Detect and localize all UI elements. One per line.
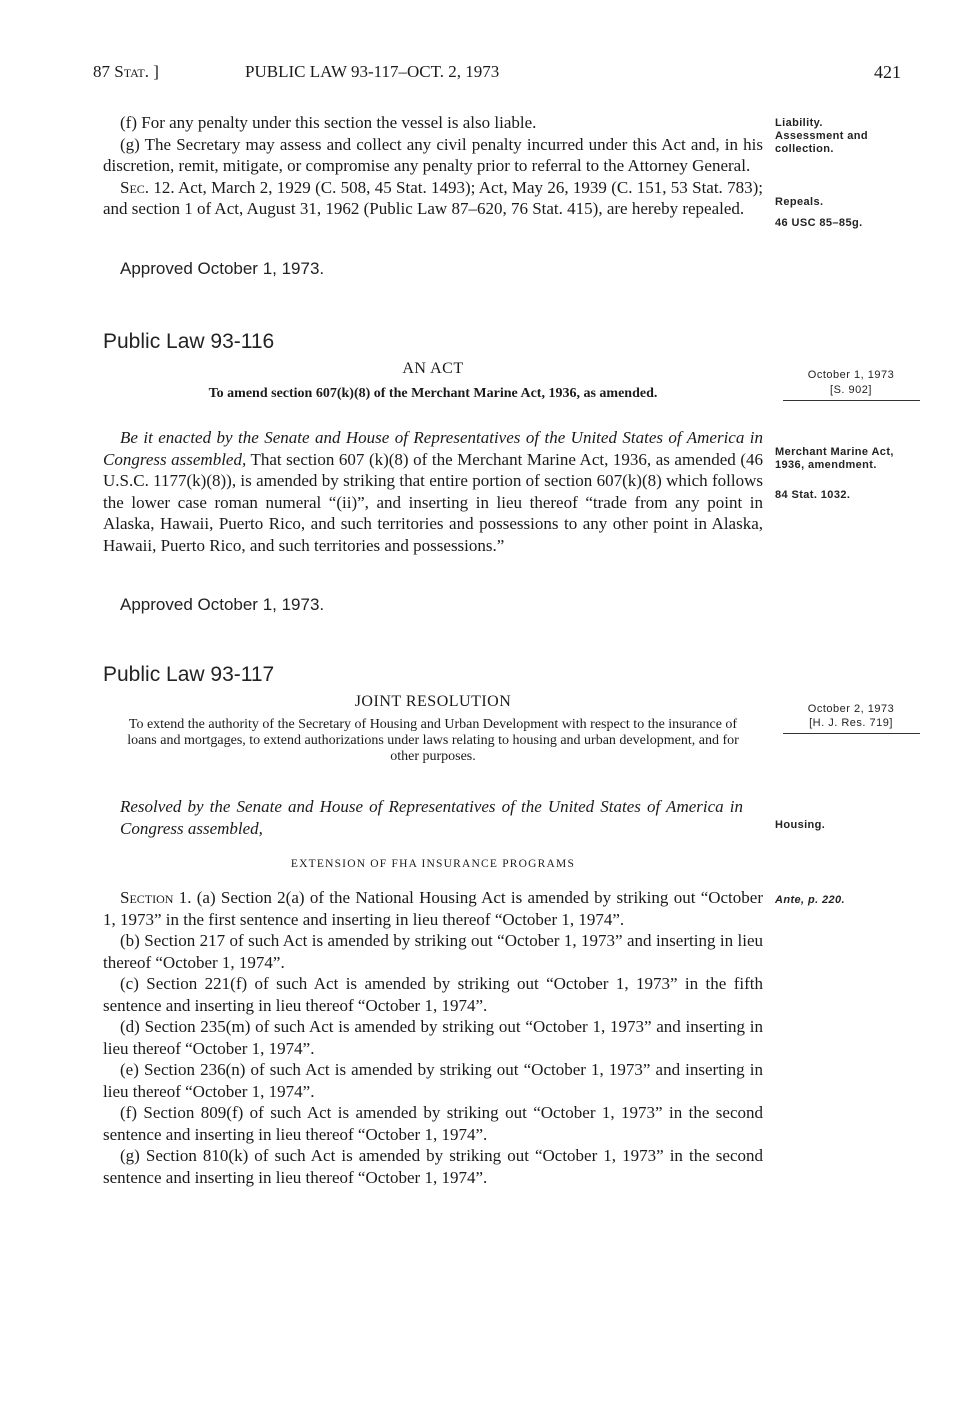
joint-resolution-title: JOINT RESOLUTION: [354, 693, 512, 710]
section-1a: (a) Section 2(a) of the National Housing Act is amended by striking out “October 1, 1973” in the first sentence and inserting in lieu thereof “October 1, 1974”.: [103, 888, 763, 929]
section-12-label: Sec. 12.: [120, 177, 175, 197]
paragraph-g: (g) The Secretary may assess and collect any civil penalty incurred under this Act and, in his discretion, remit, mitigate, or compromise any penalty prior to referral to the Attorney General.: [103, 134, 763, 175]
section-1d: (d) Section 235(m) of such Act is amended by striking out “October 1, 1973” and inserting in lieu thereof “October 1, 1974”.: [103, 1017, 763, 1058]
resolving-clause: [103, 796, 763, 839]
date-rule: [783, 400, 920, 401]
page-number: 421: [874, 62, 901, 82]
paragraph-f: (f) For any penalty under this section the vessel is also liable.: [120, 113, 537, 132]
section-1e: (e) Section 236(n) of such Act is amended by striking out “October 1, 1973” and inserting in lieu thereof “October 1, 1974”.: [103, 1060, 763, 1101]
bill-number-2: [H. J. Res. 719]: [809, 717, 893, 729]
margin-note-usc: 46 USC 85–85g.: [775, 217, 863, 229]
public-law-93-116-title: Public Law 93-116: [103, 330, 275, 353]
section-1g: (g) Section 810(k) of such Act is amended by striking out “October 1, 1973” in the second sentence and inserting in lieu thereof “October 1, 1974”.: [103, 1146, 763, 1187]
enactment-date: October 1, 1973: [807, 369, 895, 381]
enacting-body: That section 607 (k)(8) of the Merchant Marine Act, 1936, as amended (46 U.S.C. 1177(k)(8)), is amended by striking that entire portion of section 607(k)(8) which follows the lower case roman numeral “(ii)”, and inserting in lieu thereof “trade from any point in Alaska, Hawaii, Puerto Rico, and such territories and possessions to any other point in Alaska, Hawaii, Puerto Rico, and such territories and possessions.”: [103, 449, 763, 555]
section-1-label: Section 1.: [120, 888, 192, 907]
section-heading: EXTENSION OF FHA INSURANCE PROGRAMS: [290, 858, 576, 870]
section-12: [103, 177, 763, 220]
section-1b: (b) Section 217 of such Act is amended by striking out “October 1, 1973” and inserting in lieu thereof “October 1, 1974”.: [103, 931, 763, 972]
date-rule-2: [783, 733, 920, 734]
margin-note-housing: Housing.: [775, 819, 826, 831]
public-law-93-117-title: Public Law 93-117: [103, 663, 275, 686]
pl116-enacting-text: [103, 427, 763, 556]
resolution-purpose: To extend the authority of the Secretary of Housing and Urban Development with respect to the insurance of loans and mortgages, to extend authorizations under laws relating to housing and urban development, and for other purposes.: [127, 717, 739, 764]
statute-volume: 87 Stat. ]: [93, 62, 159, 81]
margin-note-assessment: Assessment and collection.: [775, 130, 869, 155]
margin-note-repeals: Repeals.: [775, 196, 824, 208]
approved-line-2: Approved October 1, 1973.: [120, 595, 325, 614]
margin-note-liability: Liability.: [775, 117, 823, 129]
approved-line-1: Approved October 1, 1973.: [120, 259, 325, 278]
margin-note-84-stat: 84 Stat. 1032.: [775, 489, 851, 501]
pl117-sections: [103, 887, 763, 1188]
section-12-text: Act, March 2, 1929 (C. 508, 45 Stat. 1493); Act, May 26, 1939 (C. 151, 53 Stat. 783); and section 1 of Act, August 31, 1962 (Public Law 87–620, 76 Stat. 415), are hereby repealed.: [103, 177, 763, 218]
enactment-date-2: October 2, 1973: [807, 703, 895, 715]
page-title: PUBLIC LAW 93-117–OCT. 2, 1973: [245, 62, 500, 81]
margin-note-ante: Ante, p. 220.: [775, 894, 845, 906]
section-1c: (c) Section 221(f) of such Act is amended by striking out “October 1, 1973” in the fifth sentence and inserting in lieu thereof “October 1, 1974”.: [103, 974, 763, 1015]
resolved-text: Resolved by the Senate and House of Representatives of the United States of America in Congress assembled,: [120, 797, 743, 838]
act-purpose: To amend section 607(k)(8) of the Merchant Marine Act, 1936, as amended.: [208, 386, 658, 401]
act-title: AN ACT: [402, 360, 464, 377]
page-header: [93, 62, 903, 86]
bill-number: [S. 902]: [830, 384, 872, 396]
section-1f: (f) Section 809(f) of such Act is amended by striking out “October 1, 1973” in the second sentence and inserting in lieu thereof “October 1, 1974”.: [103, 1103, 763, 1144]
margin-note-merchant-marine: Merchant Marine Act, 1936, amendment.: [775, 446, 894, 471]
previous-law-text: [103, 112, 763, 220]
enacting-clause: Be it enacted by the Senate and House of Representatives of the United States of America in Congress assembled,: [103, 428, 763, 469]
